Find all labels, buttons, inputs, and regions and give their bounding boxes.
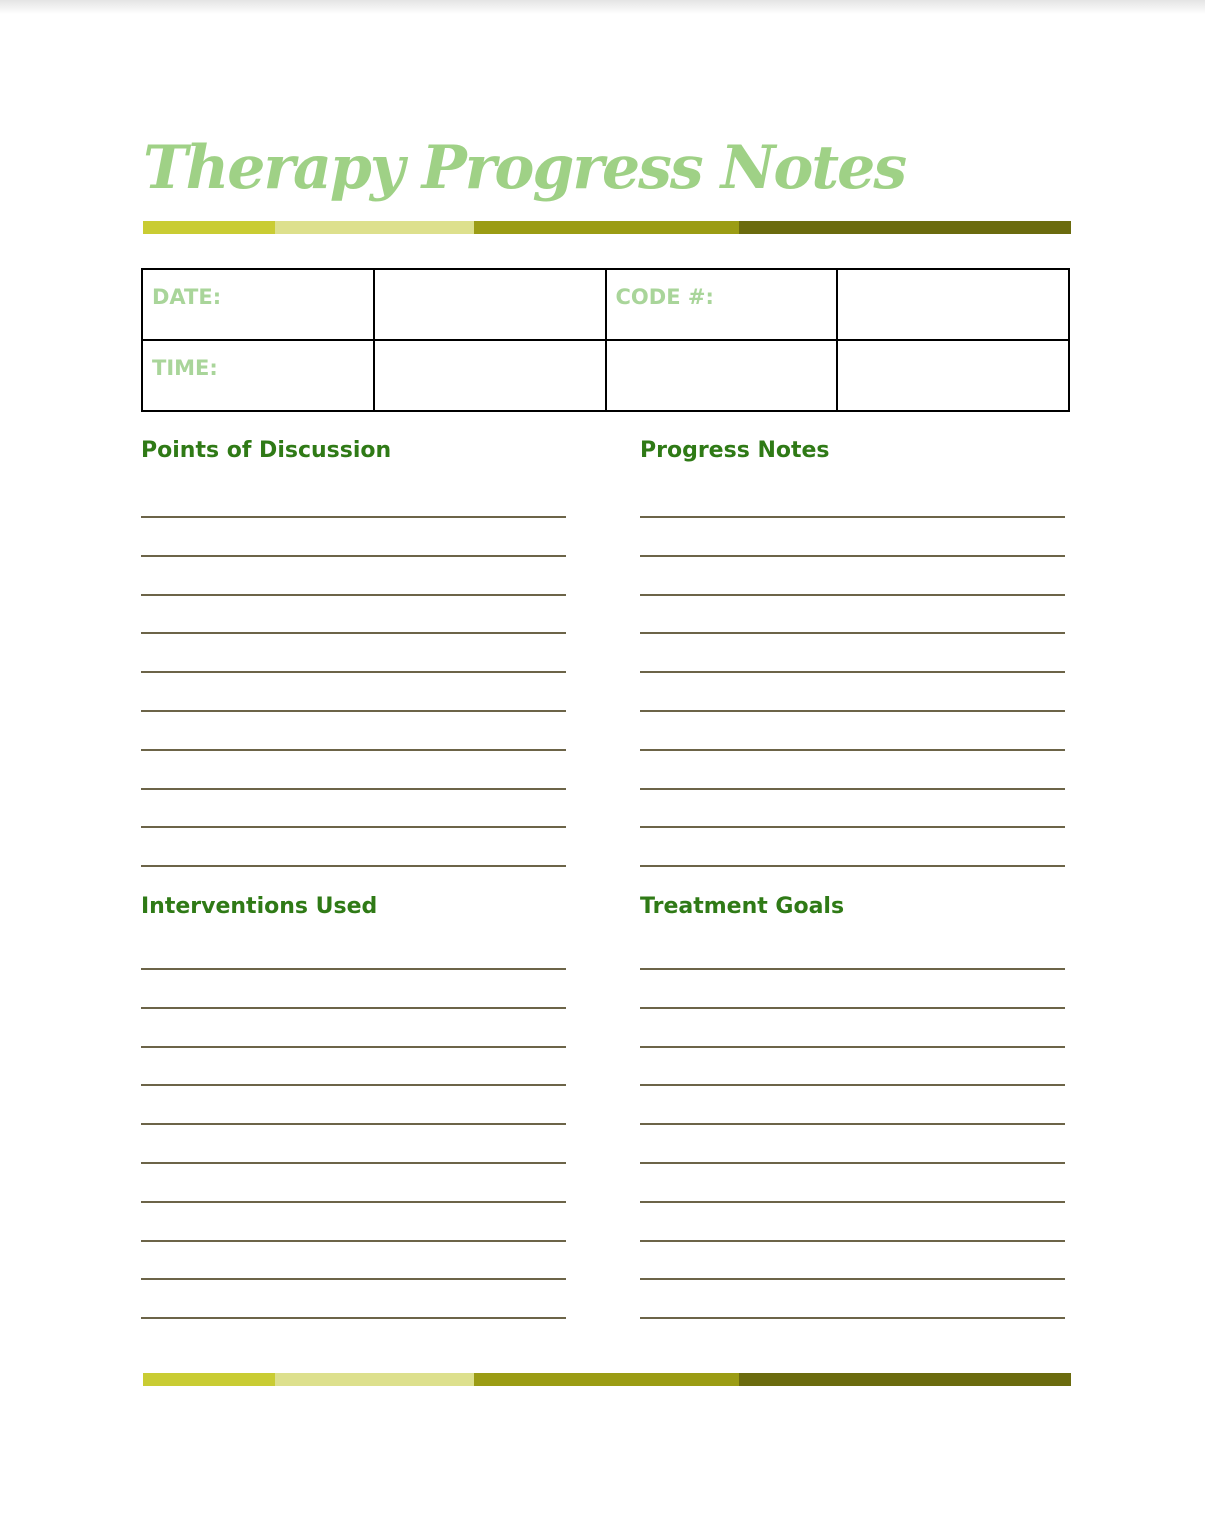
- stripe-segment: [739, 1373, 1071, 1386]
- stripe-segment: [143, 221, 275, 234]
- writing-line[interactable]: [640, 1201, 1065, 1203]
- writing-line[interactable]: [141, 671, 566, 673]
- writing-line[interactable]: [141, 1240, 566, 1242]
- decorative-stripe-top: [143, 221, 1071, 234]
- writing-line[interactable]: [141, 516, 566, 518]
- writing-line[interactable]: [640, 1007, 1065, 1009]
- treatment-goals-heading: Treatment Goals: [640, 894, 845, 919]
- code-value-cell[interactable]: [837, 269, 1069, 340]
- writing-line[interactable]: [141, 1278, 566, 1280]
- writing-line[interactable]: [640, 594, 1065, 596]
- writing-line[interactable]: [640, 710, 1065, 712]
- writing-line[interactable]: [141, 968, 566, 970]
- interventions-used-heading: Interventions Used: [141, 894, 378, 919]
- writing-line[interactable]: [141, 1162, 566, 1164]
- writing-line[interactable]: [141, 1123, 566, 1125]
- writing-line[interactable]: [640, 749, 1065, 751]
- time-extra-cell-2[interactable]: [837, 340, 1069, 411]
- writing-line[interactable]: [141, 555, 566, 557]
- writing-line[interactable]: [141, 710, 566, 712]
- writing-line[interactable]: [640, 968, 1065, 970]
- decorative-stripe-bottom: [143, 1373, 1071, 1386]
- date-value-cell[interactable]: [374, 269, 606, 340]
- writing-line[interactable]: [640, 1084, 1065, 1086]
- time-label-cell: [142, 340, 374, 411]
- writing-line[interactable]: [640, 826, 1065, 828]
- code-label-cell: [606, 269, 838, 340]
- writing-line[interactable]: [141, 788, 566, 790]
- time-label: TIME:: [152, 356, 218, 380]
- writing-line[interactable]: [141, 1007, 566, 1009]
- stripe-segment: [474, 1373, 739, 1386]
- info-row-date: [142, 269, 1069, 340]
- writing-line[interactable]: [141, 1046, 566, 1048]
- writing-line[interactable]: [640, 788, 1065, 790]
- stripe-segment: [143, 1373, 275, 1386]
- date-label-cell: [142, 269, 374, 340]
- writing-line[interactable]: [640, 1046, 1065, 1048]
- writing-line[interactable]: [640, 516, 1065, 518]
- points-of-discussion-heading: Points of Discussion: [141, 438, 392, 463]
- code-label: CODE #:: [615, 285, 714, 309]
- date-label: DATE:: [152, 285, 222, 309]
- writing-line[interactable]: [640, 1162, 1065, 1164]
- writing-line[interactable]: [141, 749, 566, 751]
- info-row-time: [142, 340, 1069, 411]
- writing-line[interactable]: [640, 1317, 1065, 1319]
- writing-line[interactable]: [141, 594, 566, 596]
- writing-line[interactable]: [640, 632, 1065, 634]
- writing-line[interactable]: [640, 1240, 1065, 1242]
- writing-line[interactable]: [141, 1317, 566, 1319]
- stripe-segment: [275, 1373, 474, 1386]
- writing-line[interactable]: [640, 1278, 1065, 1280]
- progress-notes-heading: Progress Notes: [640, 438, 830, 463]
- writing-line[interactable]: [640, 555, 1065, 557]
- writing-line[interactable]: [141, 826, 566, 828]
- writing-line[interactable]: [141, 1084, 566, 1086]
- stripe-segment: [275, 221, 474, 234]
- time-extra-cell-1[interactable]: [606, 340, 838, 411]
- writing-line[interactable]: [141, 865, 566, 867]
- stripe-segment: [474, 221, 739, 234]
- time-value-cell[interactable]: [374, 340, 606, 411]
- writing-line[interactable]: [640, 865, 1065, 867]
- session-info-table: [141, 268, 1070, 412]
- page-top-shadow: [0, 0, 1205, 14]
- page-title: Therapy Progress Notes: [143, 133, 906, 203]
- writing-line[interactable]: [141, 632, 566, 634]
- stripe-segment: [739, 221, 1071, 234]
- writing-line[interactable]: [640, 1123, 1065, 1125]
- writing-line[interactable]: [141, 1201, 566, 1203]
- writing-line[interactable]: [640, 671, 1065, 673]
